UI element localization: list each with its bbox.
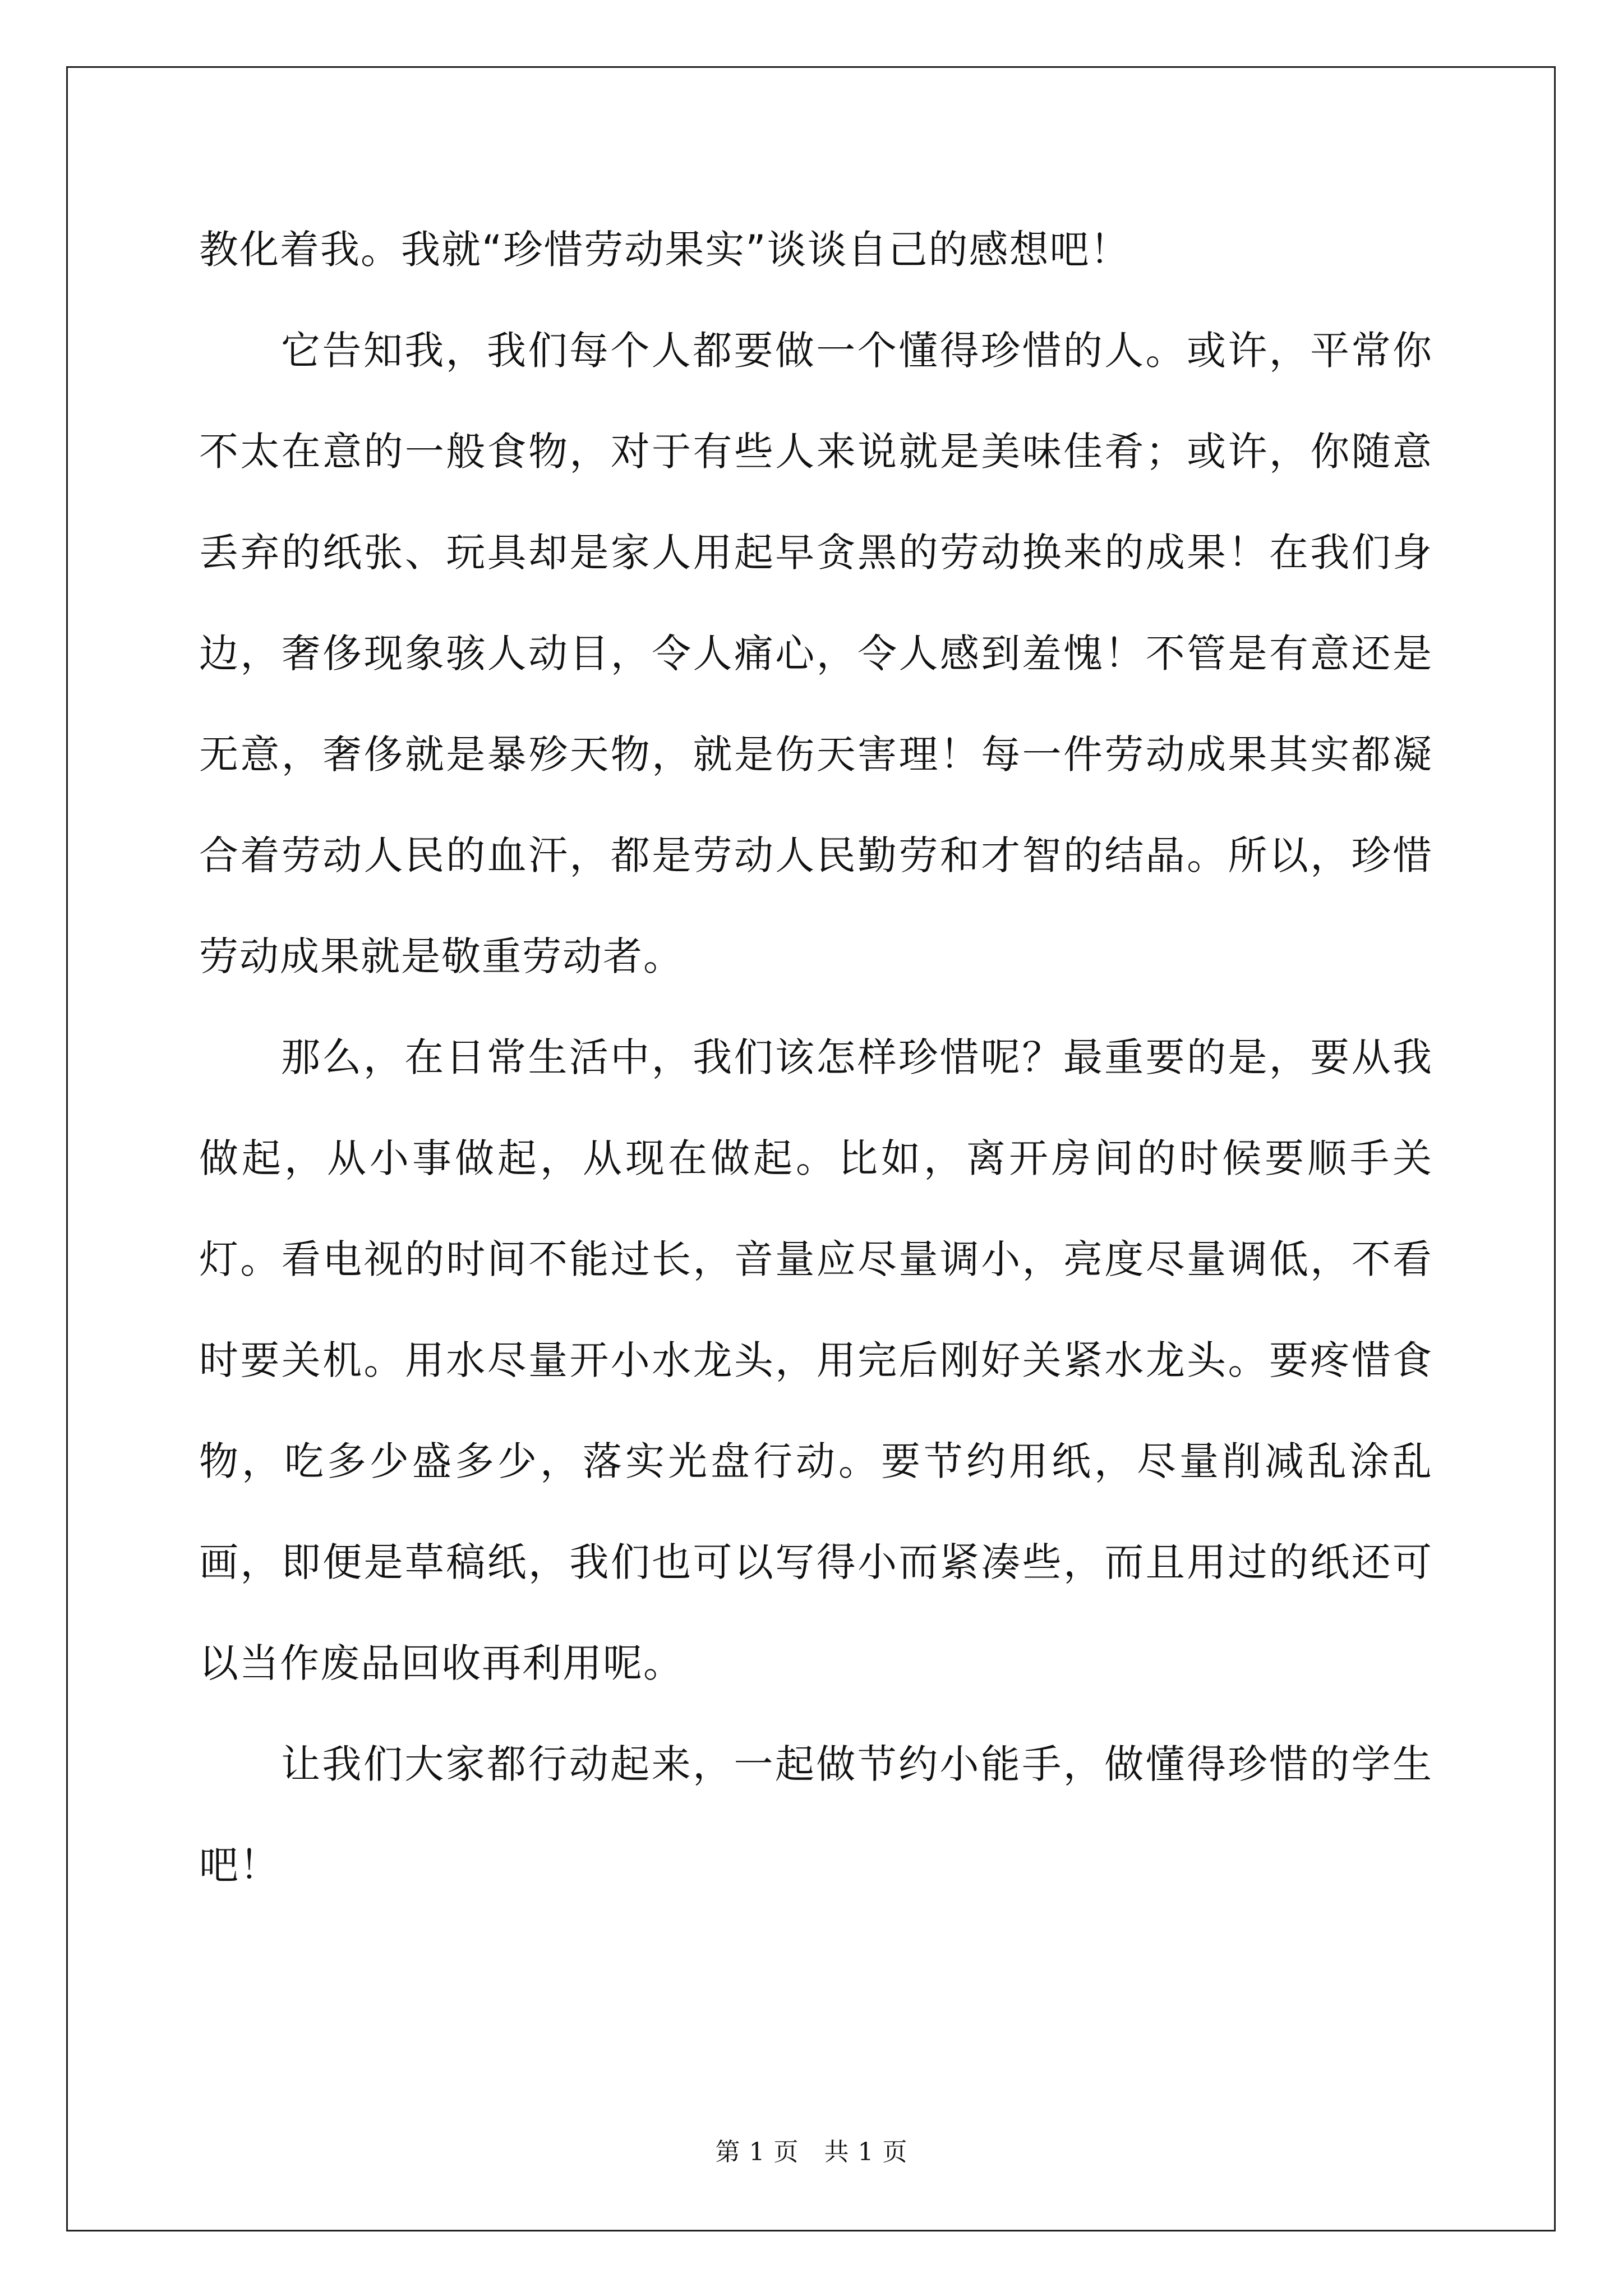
paragraph-4: 让我们大家都行动起来，一起做节约小能手，做懂得珍惜的学生吧！ bbox=[199, 1741, 1433, 1888]
document-body bbox=[199, 199, 1433, 1916]
paragraph-3: 那么，在日常生活中，我们该怎样珍惜呢？最重要的是，要从我做起，从小事做起，从现在做起。比如，离开房间的时候要顺手关灯。看电视的时间不能过长，音量应尽量调小，亮度尽量调低，不看时要关机。用水尽量开小水龙头，用完后刚好关紧水龙头。要疼惜食物，吃多少盛多少，落实光盘行动。要节约用纸，尽量削减乱涂乱画，即便是草稿纸，我们也可以写得小而紧凑些，而且用过的纸还可以当作废品回收再利用呢。 bbox=[199, 1034, 1433, 1686]
paragraph-1: 教化着我。我就“珍惜劳动果实”谈谈自己的感想吧！ bbox=[199, 227, 1131, 273]
page-number: 第 1 页 共 1 页 bbox=[715, 2138, 908, 2166]
paragraph-2: 它告知我，我们每个人都要做一个懂得珍惜的人。或许，平常你不太在意的一般食物，对于有些人来说就是美味佳肴；或许，你随意丢弃的纸张、玩具却是家人用起早贪黑的劳动换来的成果！在我们身边，奢侈现象骇人动目，令人痛心，令人感到羞愧！不管是有意还是无意，奢侈就是暴殄天物，就是伤天害理！每一件劳动成果其实都凝合着劳动人民的血汗，都是劳动人民勤劳和才智的结晶。所以，珍惜劳动成果就是敬重劳动者。 bbox=[199, 328, 1433, 979]
